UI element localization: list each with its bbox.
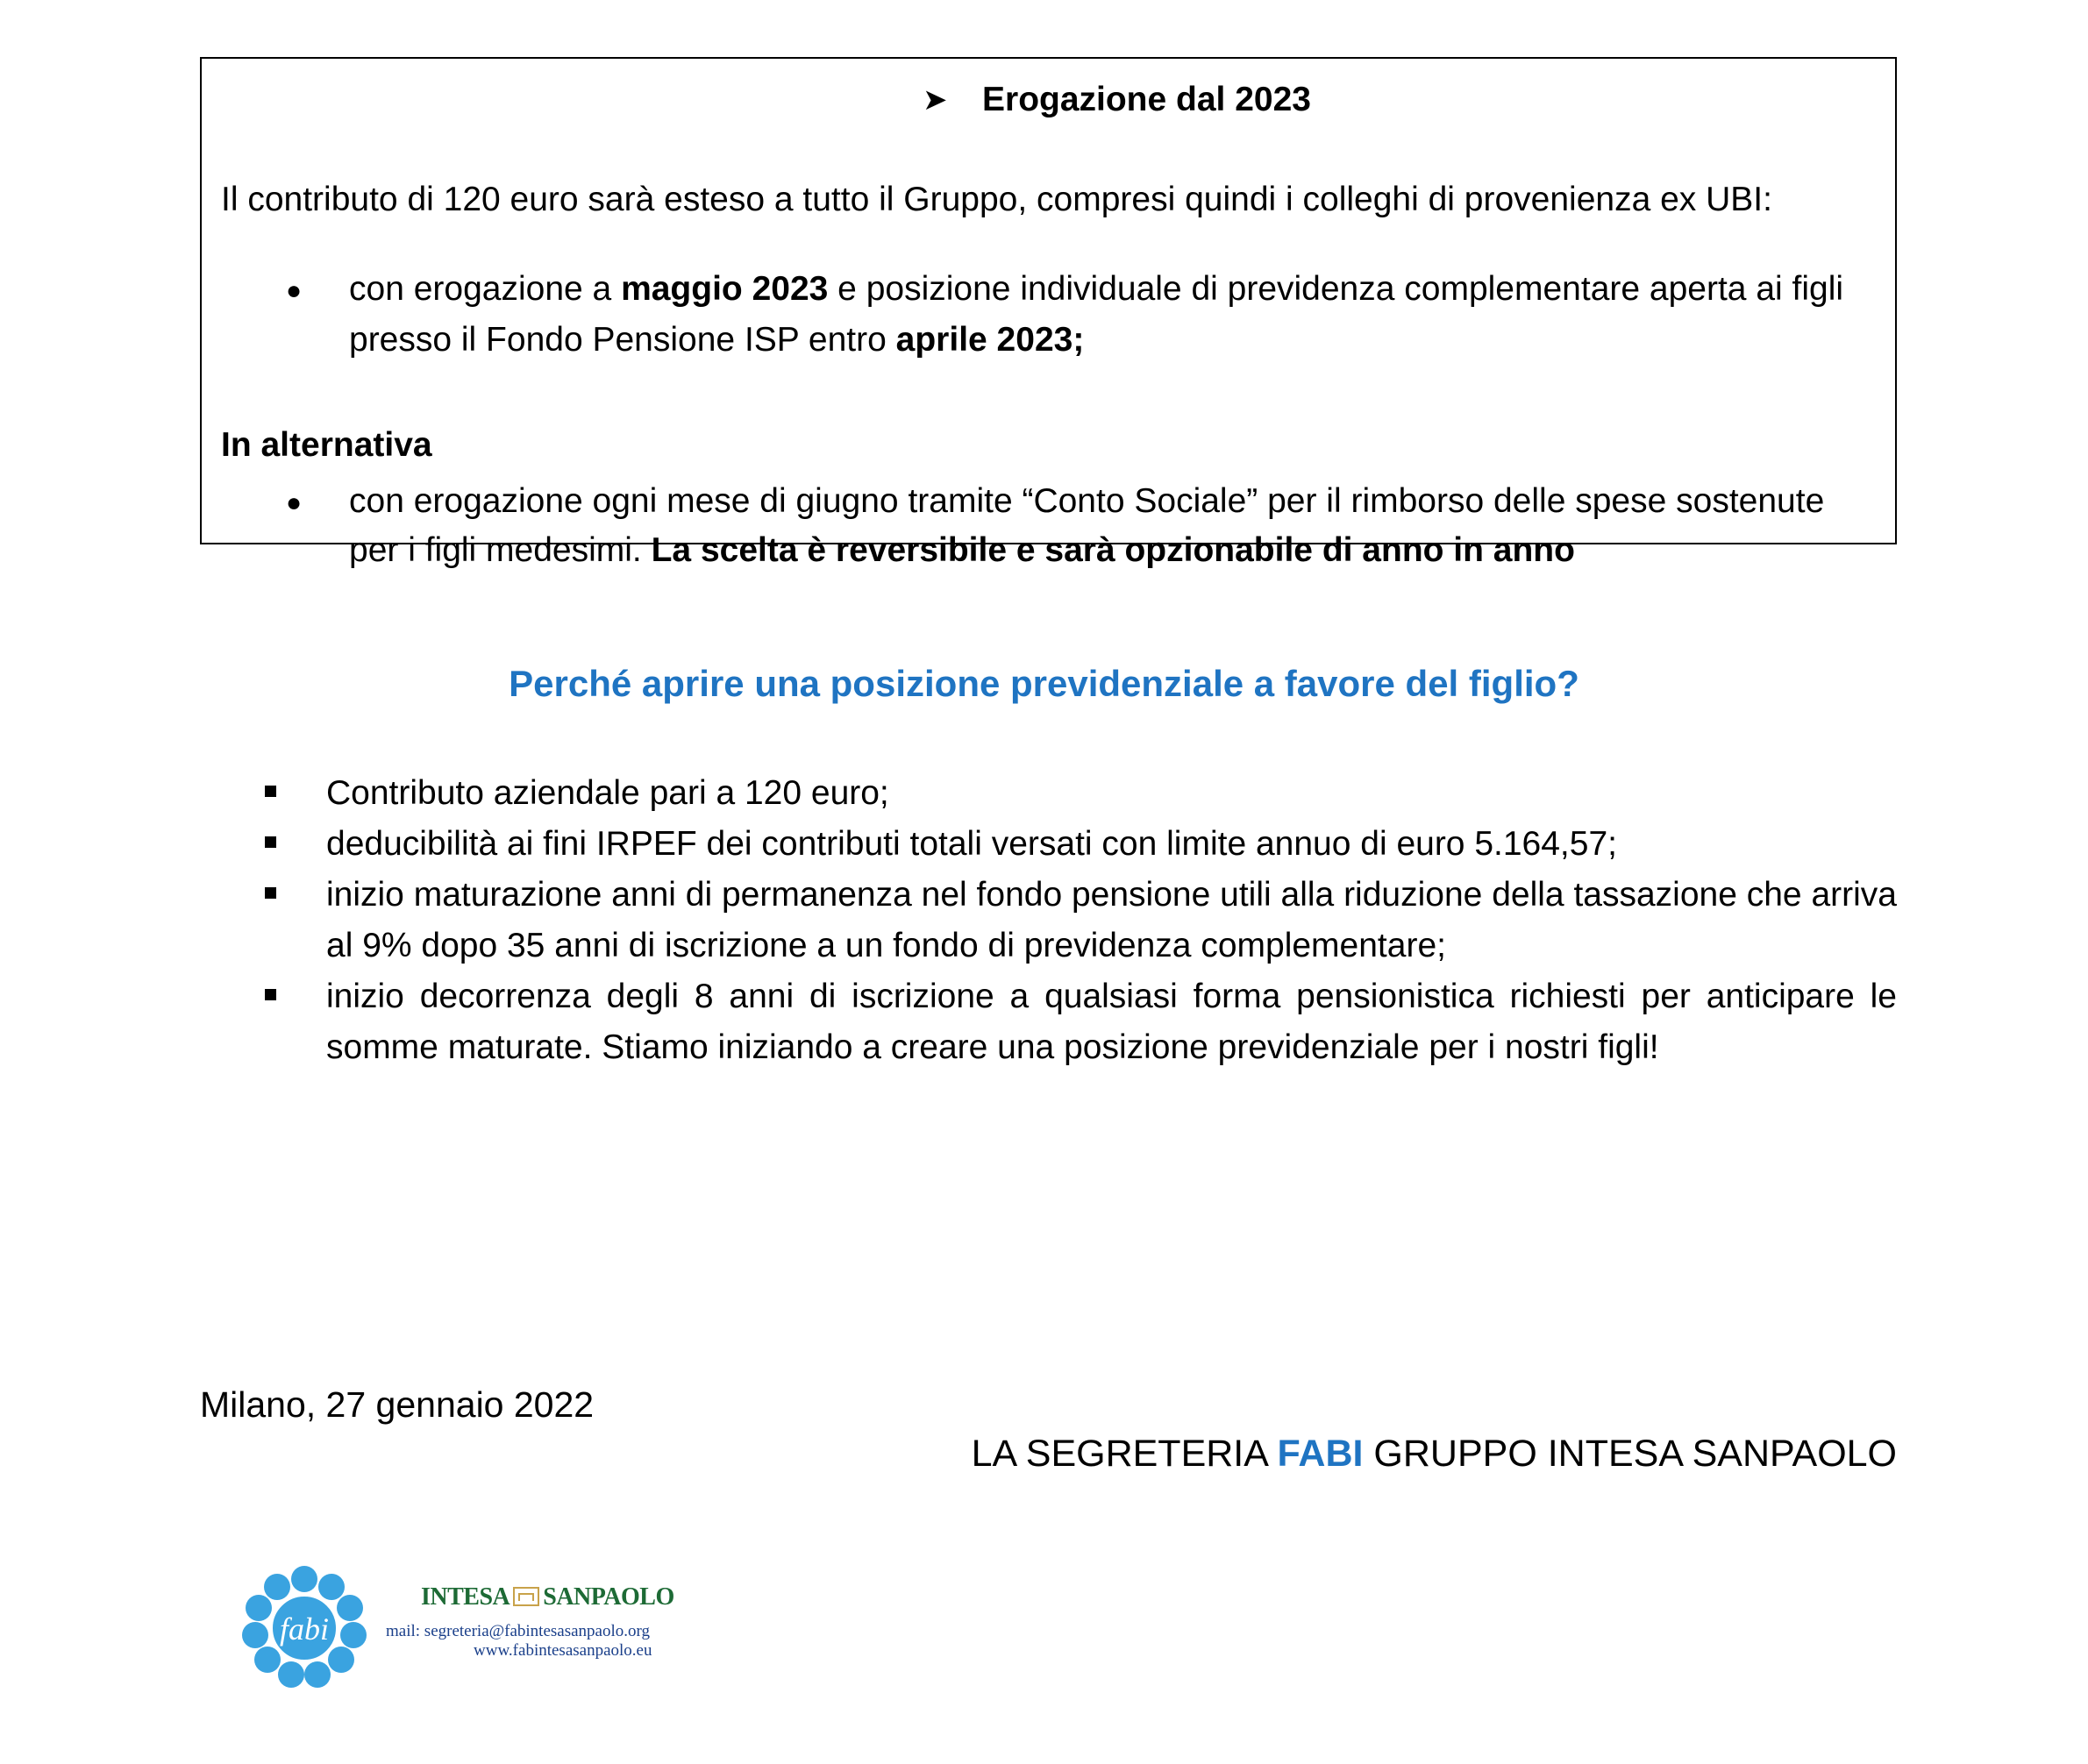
round-bullet-icon: ● bbox=[286, 276, 303, 305]
section-heading: Perché aprire una posizione previdenziale a favore del figlio? bbox=[509, 663, 1579, 704]
list-item: Contributo aziendale pari a 120 euro; bbox=[326, 774, 889, 812]
footer-logo bbox=[203, 1536, 730, 1716]
intesa-mark-icon bbox=[513, 1587, 539, 1606]
list-item: inizio decorrenza degli 8 anni di iscrizione a qualsiasi forma pensionistica richiesti per anticipare le somme maturate. Stiamo iniziando a creare una posizione previdenziale per i nostri figli! bbox=[326, 978, 1897, 1066]
place-date: Milano, 27 gennaio 2022 bbox=[200, 1384, 595, 1425]
arrow-bullet-icon: ➤ bbox=[923, 83, 948, 117]
box-intro: Il contributo di 120 euro sarà esteso a tutto il Gruppo, compresi quindi i colleghi di provenienza ex UBI: bbox=[221, 181, 1772, 218]
round-bullet-icon: ● bbox=[286, 488, 303, 517]
list-item: inizio maturazione anni di permanenza nel fondo pensione utili alla riduzione della tassazione che arriva al 9% dopo 35 anni di iscrizione a un fondo di previdenza complementare; bbox=[326, 876, 1897, 964]
list-item: deducibilità ai fini IRPEF dei contributi totali versati con limite annuo di euro 5.164,57; bbox=[326, 825, 1617, 863]
bullet-2-line-2: per i figli medesimi. La scelta è reversibile e sarà opzionabile di anno in anno bbox=[349, 531, 1575, 569]
square-bullet-icon bbox=[265, 786, 276, 797]
fabi-logo-text: fabi bbox=[279, 1611, 330, 1647]
intesa-sanpaolo-logo: INTESA SANPAOLO bbox=[421, 1583, 674, 1611]
box-heading-text: Erogazione dal 2023 bbox=[982, 81, 1311, 118]
bullet-1-line-1: con erogazione a maggio 2023 e posizione individuale di previdenza complementare aperta ai figli bbox=[349, 270, 1844, 308]
bullet-2-line-1: con erogazione ogni mese di giugno tramite “Conto Sociale” per il rimborso delle spese sostenute bbox=[349, 482, 1825, 520]
fabi-flower-logo-icon bbox=[239, 1562, 370, 1694]
logo-mail: mail: segreteria@fabintesasanpaolo.org bbox=[386, 1622, 650, 1640]
bullet-1-line-2: presso il Fondo Pensione ISP entro aprile 2023; bbox=[349, 321, 1085, 359]
square-bullet-icon bbox=[265, 989, 276, 1000]
alternative-label: In alternativa bbox=[221, 426, 432, 464]
signature: LA SEGRETERIA FABI GRUPPO INTESA SANPAOLO bbox=[971, 1433, 1897, 1475]
logo-web: www.fabintesasanpaolo.eu bbox=[474, 1641, 652, 1660]
square-bullet-icon bbox=[265, 887, 276, 899]
erogazione-box bbox=[200, 57, 1897, 569]
square-bullet-icon bbox=[265, 836, 276, 848]
